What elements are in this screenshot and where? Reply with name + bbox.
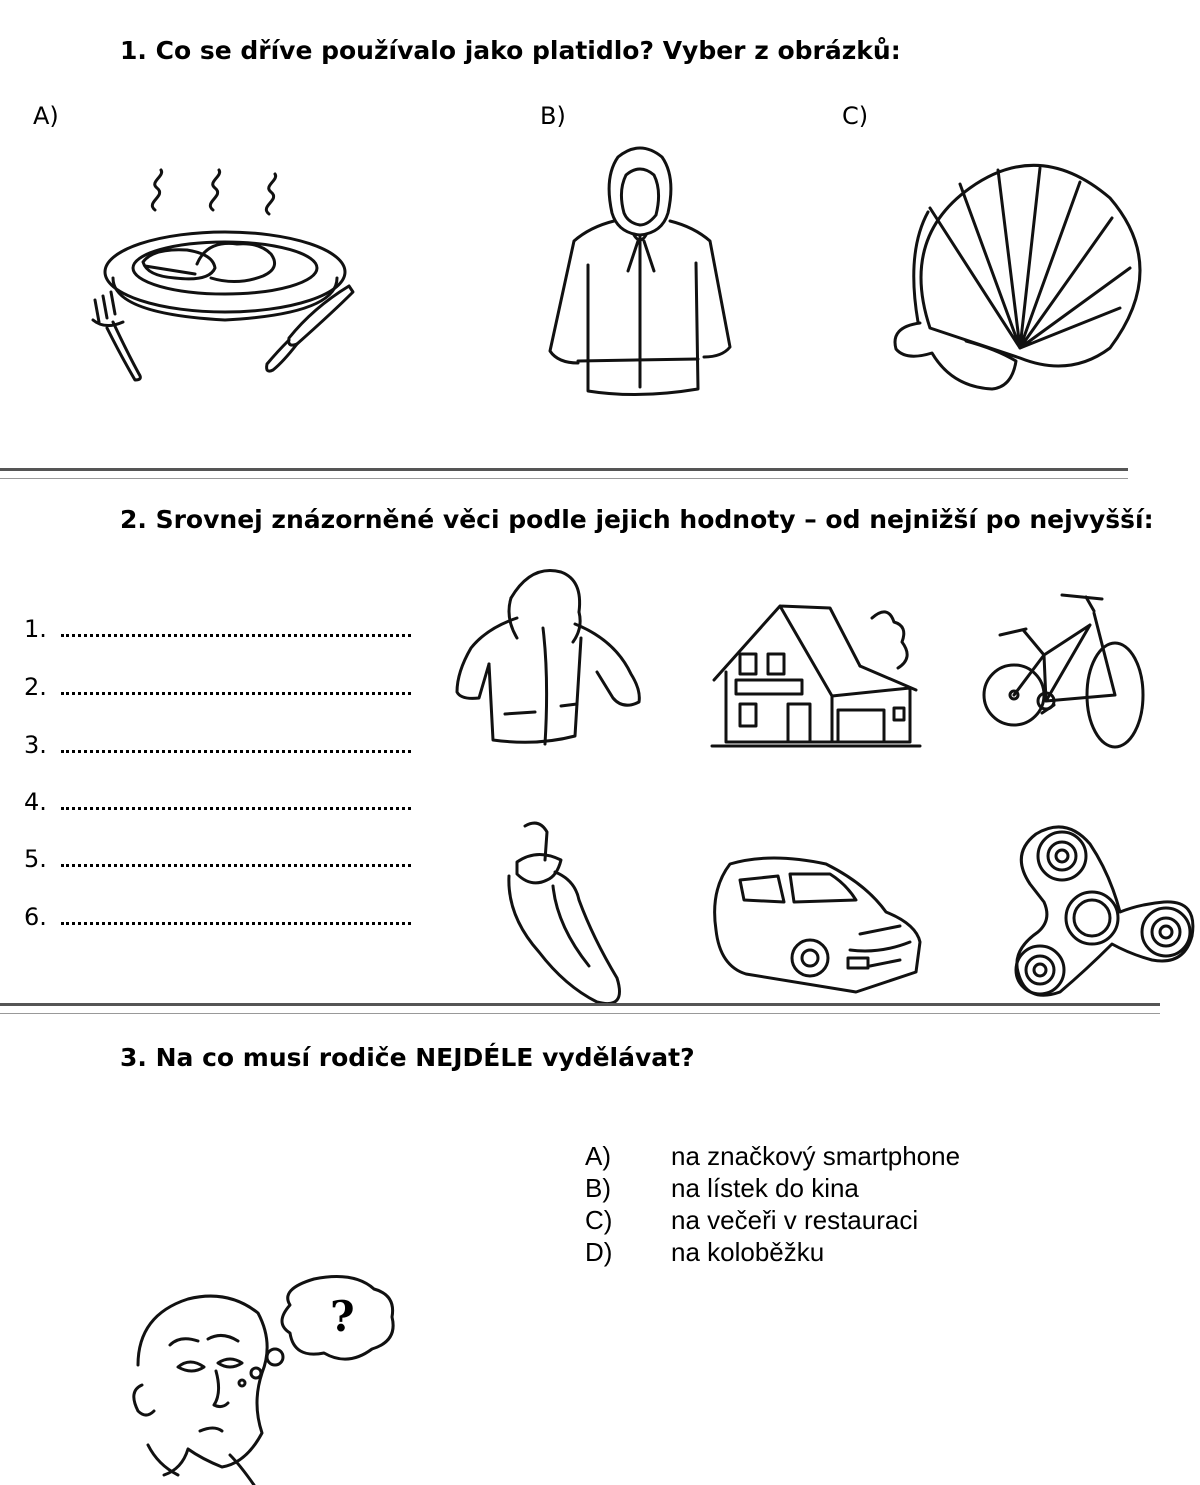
- house-icon[interactable]: [710, 600, 925, 750]
- section-divider-2-thin: [0, 1013, 1160, 1014]
- section-divider-1-thin: [0, 478, 1128, 479]
- fidget-spinner-icon[interactable]: [1000, 820, 1195, 1005]
- jacket-icon[interactable]: [455, 568, 645, 748]
- meal-plate-icon[interactable]: [85, 170, 365, 390]
- blank-line[interactable]: [61, 846, 411, 867]
- car-icon[interactable]: [710, 850, 925, 990]
- answer-blank-2[interactable]: [24, 673, 411, 701]
- answer-blank-1[interactable]: [24, 615, 411, 643]
- blank-line[interactable]: [61, 904, 411, 925]
- answer-text: na lístek do kina: [671, 1173, 859, 1203]
- blank-number: 5.: [24, 845, 47, 873]
- blank-number: 3.: [24, 731, 47, 759]
- question-1-title: 1. Co se dříve používalo jako platidlo? Vyber z obrázků:: [120, 36, 901, 65]
- blank-number: 4.: [24, 788, 47, 816]
- seashell-icon[interactable]: [890, 148, 1140, 398]
- blank-number: 1.: [24, 615, 47, 643]
- answer-letter: C): [585, 1205, 613, 1235]
- answer-text: na značkový smartphone: [671, 1141, 961, 1171]
- blank-line[interactable]: [61, 789, 411, 810]
- thinking-boy-icon: [130, 1275, 400, 1485]
- answer-option-a[interactable]: [585, 1141, 960, 1172]
- answer-letter: B): [585, 1173, 611, 1203]
- answer-blank-6[interactable]: [24, 903, 411, 931]
- blank-line[interactable]: [61, 732, 411, 753]
- answer-letter: D): [585, 1237, 613, 1267]
- option-c-label: C): [842, 102, 869, 130]
- bicycle-icon[interactable]: [980, 585, 1155, 760]
- answer-blank-5[interactable]: [24, 845, 411, 873]
- fur-coat-icon[interactable]: [548, 145, 733, 395]
- blank-number: 6.: [24, 903, 47, 931]
- option-a-label: A): [33, 102, 59, 130]
- answer-option-b[interactable]: [585, 1173, 859, 1204]
- answer-letter: A): [585, 1141, 611, 1171]
- answer-text: na koloběžku: [671, 1237, 825, 1267]
- blank-line[interactable]: [61, 674, 411, 695]
- question-mark-text: ?: [330, 1292, 355, 1341]
- chili-pepper-icon[interactable]: [495, 820, 635, 1005]
- answer-option-d[interactable]: [585, 1237, 824, 1268]
- section-divider-2: [0, 1003, 1160, 1006]
- answer-text: na večeři v restauraci: [671, 1205, 919, 1235]
- question-2-title: 2. Srovnej znázorněné věci podle jejich hodnoty – od nejnižší po nejvyšší:: [120, 505, 1154, 534]
- answer-blank-4[interactable]: [24, 788, 411, 816]
- answer-option-c[interactable]: [585, 1205, 918, 1236]
- blank-line[interactable]: [61, 616, 411, 637]
- answer-blank-3[interactable]: [24, 731, 411, 759]
- section-divider-1: [0, 468, 1128, 471]
- blank-number: 2.: [24, 673, 47, 701]
- question-3-title: 3. Na co musí rodiče NEJDÉLE vydělávat?: [120, 1043, 695, 1072]
- option-b-label: B): [540, 102, 566, 130]
